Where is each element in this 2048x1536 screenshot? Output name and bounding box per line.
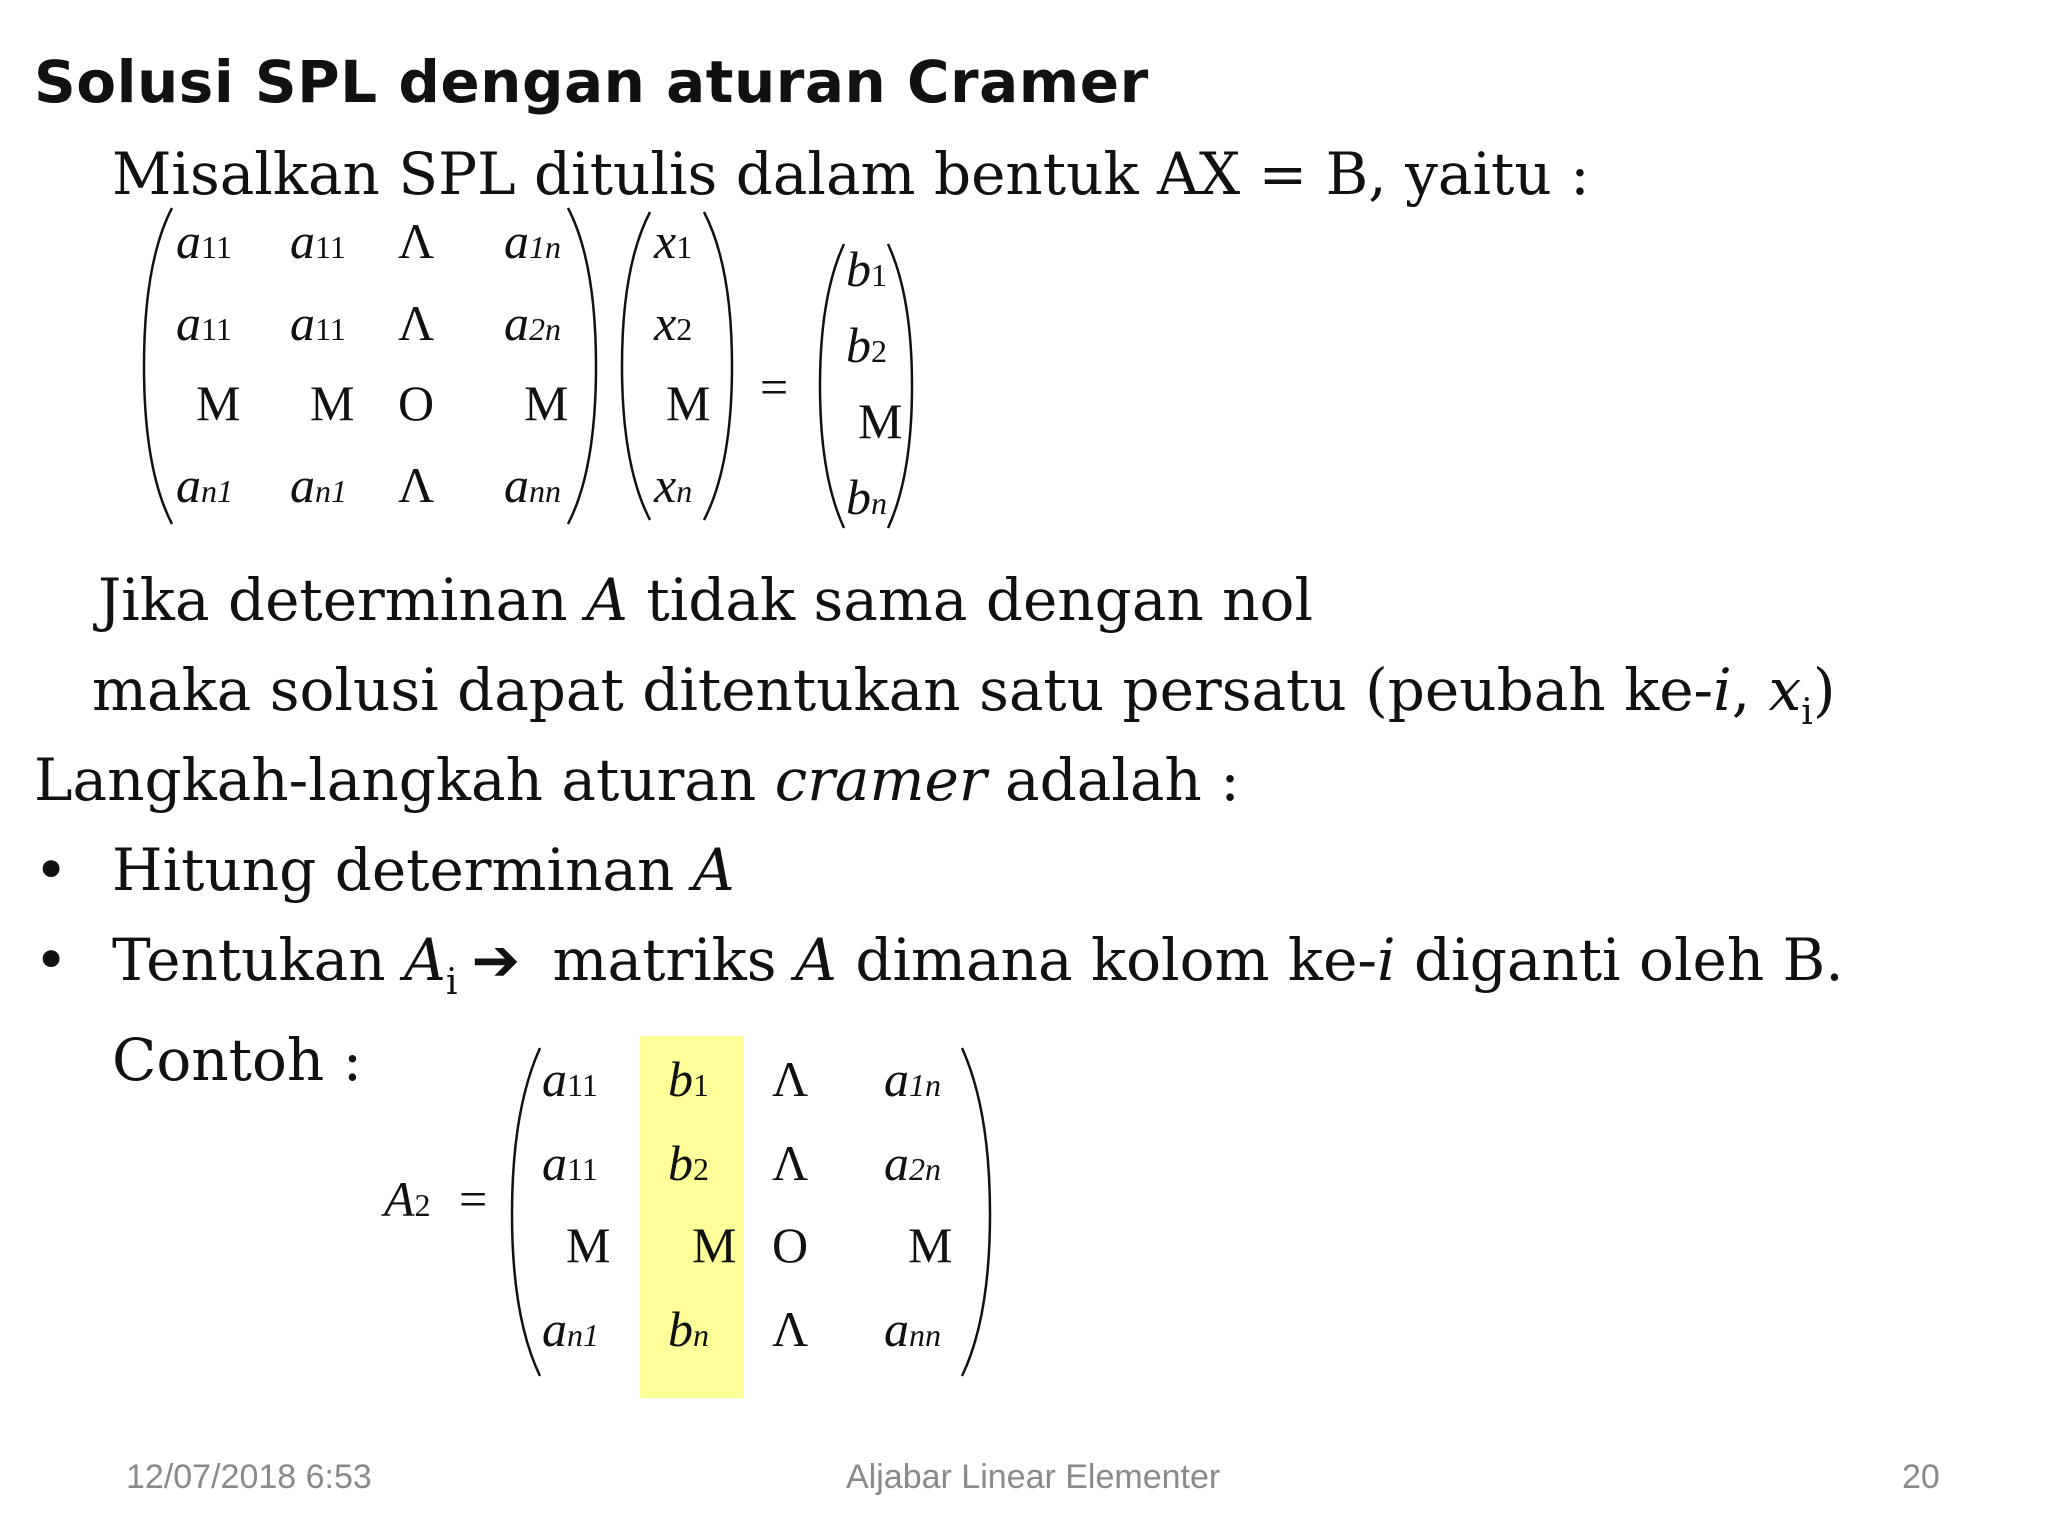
equals-sign: = bbox=[760, 359, 789, 415]
matrix-a-cell bbox=[196, 374, 240, 432]
math-base: b bbox=[668, 1301, 693, 1357]
math-symbol: Λ bbox=[772, 1301, 809, 1357]
matrix-a2-cell bbox=[542, 1050, 598, 1108]
a2-sub: 2 bbox=[414, 1187, 431, 1223]
matrix-a2-cell bbox=[884, 1134, 941, 1192]
bullet-icon: • bbox=[34, 926, 69, 994]
condition-var: A bbox=[586, 566, 628, 634]
vector-b-cell bbox=[858, 392, 902, 450]
matrix-a-cell bbox=[310, 374, 354, 432]
matrix-a-cell bbox=[290, 294, 346, 352]
math-subscript: nn bbox=[909, 1317, 941, 1353]
matrix-a-cell bbox=[524, 374, 568, 432]
solution-var-sub: i bbox=[1801, 692, 1813, 733]
math-symbol: M bbox=[196, 375, 241, 431]
vector-x-cell bbox=[666, 374, 710, 432]
solution-text-mid: , bbox=[1731, 656, 1769, 724]
math-subscript: n1 bbox=[567, 1317, 599, 1353]
math-symbol: Λ bbox=[398, 457, 435, 513]
bullet-1-text: Hitung determinan bbox=[112, 836, 693, 904]
math-subscript: 2 bbox=[871, 333, 887, 369]
math-subscript: 1 bbox=[676, 229, 693, 265]
math-subscript: 1n bbox=[529, 229, 561, 265]
matrix-a2-cell bbox=[668, 1050, 709, 1108]
math-symbol: M bbox=[310, 375, 355, 431]
bullet-2-var3: i bbox=[1377, 926, 1396, 994]
vector-b-cell bbox=[846, 468, 887, 526]
vector-b-cell bbox=[846, 316, 887, 374]
steps-text-pre: Langkah-langkah aturan bbox=[34, 746, 775, 814]
math-subscript: 2 bbox=[693, 1151, 709, 1187]
steps-line bbox=[34, 746, 1240, 814]
math-base: x bbox=[654, 213, 677, 269]
math-base: a bbox=[176, 457, 201, 513]
matrix-a-cell bbox=[504, 294, 561, 352]
steps-var: cramer bbox=[774, 746, 987, 814]
math-base: a bbox=[176, 213, 201, 269]
math-base: b bbox=[668, 1135, 693, 1191]
steps-text-post: adalah : bbox=[986, 746, 1240, 814]
math-symbol: M bbox=[524, 375, 569, 431]
vector-x-cell bbox=[654, 456, 692, 514]
bullet-2-var: A bbox=[404, 926, 446, 994]
solution-var-i: i bbox=[1713, 656, 1732, 724]
math-base: a bbox=[504, 295, 529, 351]
math-symbol: Λ bbox=[398, 295, 435, 351]
footer-course: Aljabar Linear Elementer bbox=[846, 1458, 1221, 1496]
matrix-a-cell bbox=[176, 212, 232, 270]
matrix-a2-cell bbox=[884, 1300, 941, 1358]
vector-x-cell bbox=[654, 294, 692, 352]
bullet-item-1 bbox=[34, 836, 735, 904]
a2-base: A bbox=[384, 1171, 415, 1227]
math-base: a bbox=[884, 1135, 909, 1191]
matrix-a-cell bbox=[398, 374, 434, 432]
math-subscript: n bbox=[693, 1317, 709, 1353]
condition-line bbox=[98, 566, 1313, 634]
math-base: a bbox=[290, 213, 315, 269]
math-base: b bbox=[846, 241, 871, 297]
math-base: a bbox=[542, 1135, 567, 1191]
matrix-a2-cell bbox=[772, 1300, 808, 1358]
math-symbol: M bbox=[566, 1217, 611, 1273]
matrix-a-cell bbox=[176, 294, 232, 352]
a2-equals: = bbox=[459, 1171, 488, 1227]
condition-text-pre: Jika determinan bbox=[98, 566, 587, 634]
solution-var-x: x bbox=[1768, 656, 1802, 724]
matrix-a2-cell bbox=[668, 1134, 709, 1192]
matrix-a2-cell bbox=[772, 1216, 808, 1274]
solution-text-pre: maka solusi dapat ditentukan satu persatu (peubah ke- bbox=[92, 656, 1714, 724]
vector-x-cell bbox=[654, 212, 692, 270]
matrix-a-cell bbox=[290, 456, 347, 514]
math-subscript: nn bbox=[529, 473, 561, 509]
math-subscript: 11 bbox=[567, 1067, 598, 1103]
footer-date: 12/07/2018 6:53 bbox=[126, 1458, 372, 1496]
math-subscript: 11 bbox=[201, 311, 232, 347]
bullet-2-text-pre: Tentukan bbox=[112, 926, 405, 994]
matrix-a-cell bbox=[176, 456, 233, 514]
matrix-a-cell bbox=[398, 212, 434, 270]
math-symbol: O bbox=[772, 1217, 809, 1273]
math-symbol: M bbox=[692, 1217, 737, 1273]
solution-line bbox=[92, 656, 1835, 733]
math-base: x bbox=[654, 457, 677, 513]
bullet-2-text-mid: matriks bbox=[534, 926, 796, 994]
math-base: a bbox=[542, 1301, 567, 1357]
condition-text-post: tidak sama dengan nol bbox=[627, 566, 1314, 634]
bullet-item-2 bbox=[34, 926, 1844, 1003]
matrix-a-cell bbox=[504, 456, 561, 514]
math-subscript: 1 bbox=[693, 1067, 709, 1103]
vector-b-cell bbox=[846, 240, 887, 298]
footer-page-number: 20 bbox=[1902, 1458, 1940, 1496]
math-subscript: n bbox=[871, 485, 887, 521]
math-base: a bbox=[290, 295, 315, 351]
math-symbol: Λ bbox=[772, 1051, 809, 1107]
math-subscript: 1 bbox=[871, 257, 887, 293]
math-base: a bbox=[884, 1301, 909, 1357]
matrix-a2-cell bbox=[884, 1050, 941, 1108]
math-base: a bbox=[504, 457, 529, 513]
math-base: b bbox=[846, 317, 871, 373]
bullet-2-text-mid2: dimana kolom ke- bbox=[836, 926, 1378, 994]
math-symbol: M bbox=[908, 1217, 953, 1273]
math-subscript: 2n bbox=[529, 311, 561, 347]
math-symbol: Λ bbox=[772, 1135, 809, 1191]
math-subscript: 11 bbox=[315, 229, 346, 265]
bullet-2-var2: A bbox=[795, 926, 837, 994]
math-base: b bbox=[668, 1051, 693, 1107]
math-base: a bbox=[542, 1051, 567, 1107]
intro-line: Misalkan SPL ditulis dalam bentuk AX = B, yaitu : bbox=[112, 140, 1590, 208]
matrix-a2-cell bbox=[668, 1300, 709, 1358]
matrix-a-cell bbox=[398, 456, 434, 514]
matrix-a2-cell bbox=[542, 1300, 599, 1358]
math-base: a bbox=[290, 457, 315, 513]
math-subscript: 2n bbox=[909, 1151, 941, 1187]
matrix-a2-cell bbox=[542, 1134, 598, 1192]
example-label: Contoh : bbox=[112, 1026, 363, 1094]
matrix-a2-cell bbox=[772, 1050, 808, 1108]
math-base: a bbox=[884, 1051, 909, 1107]
bullet-icon: • bbox=[34, 836, 69, 904]
arrow-right-icon: ➔ bbox=[471, 926, 521, 994]
math-base: a bbox=[504, 213, 529, 269]
matrix-a-cell bbox=[290, 212, 346, 270]
slide-title: Solusi SPL dengan aturan Cramer bbox=[34, 48, 1149, 116]
math-base: b bbox=[846, 469, 871, 525]
matrix-a-cell bbox=[398, 294, 434, 352]
math-subscript: n1 bbox=[201, 473, 233, 509]
math-base: a bbox=[176, 295, 201, 351]
bullet-2-sub: i bbox=[445, 962, 458, 1003]
matrix-a2-cell bbox=[692, 1216, 736, 1274]
bullet-2-text-post: diganti oleh B. bbox=[1395, 926, 1844, 994]
math-symbol: O bbox=[398, 375, 435, 431]
math-symbol: Λ bbox=[398, 213, 435, 269]
matrix-a2-cell bbox=[772, 1134, 808, 1192]
math-subscript: 11 bbox=[201, 229, 232, 265]
matrix-a2-cell bbox=[566, 1216, 610, 1274]
math-subscript: 11 bbox=[315, 311, 346, 347]
math-subscript: 11 bbox=[567, 1151, 598, 1187]
math-symbol: M bbox=[858, 393, 903, 449]
math-subscript: n1 bbox=[315, 473, 347, 509]
math-subscript: n bbox=[676, 473, 693, 509]
matrix-a-cell bbox=[504, 212, 561, 270]
math-subscript: 2 bbox=[676, 311, 693, 347]
matrix-a2-cell bbox=[908, 1216, 952, 1274]
math-symbol: M bbox=[666, 375, 711, 431]
math-subscript: 1n bbox=[909, 1067, 941, 1103]
math-base: x bbox=[654, 295, 677, 351]
bullet-1-var: A bbox=[692, 836, 735, 904]
a2-label bbox=[384, 1170, 487, 1228]
solution-text-post: ) bbox=[1812, 656, 1836, 724]
